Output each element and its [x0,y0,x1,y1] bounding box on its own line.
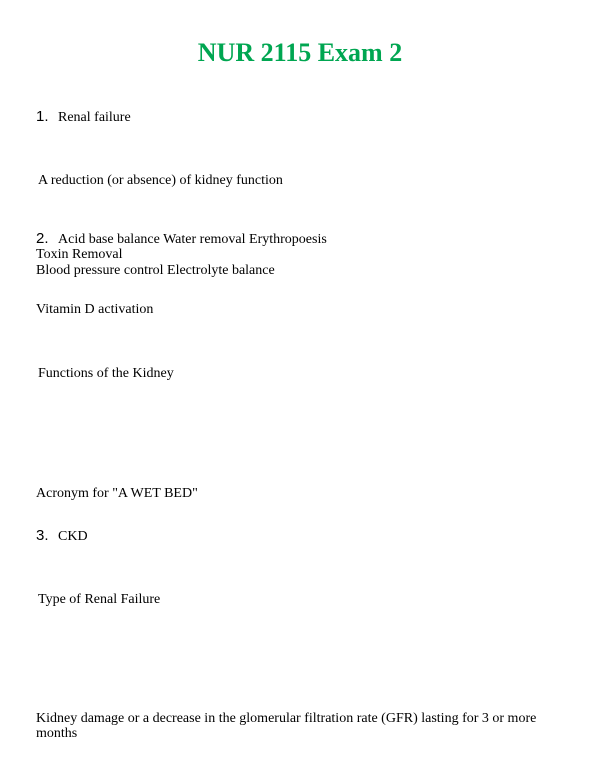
item-2-term-line-3: Blood pressure control Electrolyte balance [36,263,275,278]
item-3-term-row [36,528,88,545]
item-3-term: CKD [58,529,88,544]
item-3-definition: Type of Renal Failure [38,592,161,607]
item-2-term-line-4: Vitamin D activation [36,302,154,317]
item-1-term-row [36,109,131,126]
item-2-term-row [36,231,327,248]
item-3-number: 3. [36,527,49,544]
item-3-detail-line-1: Kidney damage or a decrease in the glomerular filtration rate (GFR) lasting for 3 or more [36,711,537,726]
item-2-term-line-2: Toxin Removal [36,247,123,262]
item-1-definition: A reduction (or absence) of kidney function [38,173,283,188]
item-3-detail-line-2: months [36,726,78,741]
item-2-term-line-1: Acid base balance Water removal Erythropoesis [58,232,327,247]
page-title: NUR 2115 Exam 2 [197,38,403,67]
item-2-note: Acronym for "A WET BED" [36,486,198,501]
item-1-number: 1. [36,108,49,125]
item-2-number: 2. [36,230,49,247]
item-1-term: Renal failure [58,110,131,125]
item-2-definition: Functions of the Kidney [38,366,174,381]
